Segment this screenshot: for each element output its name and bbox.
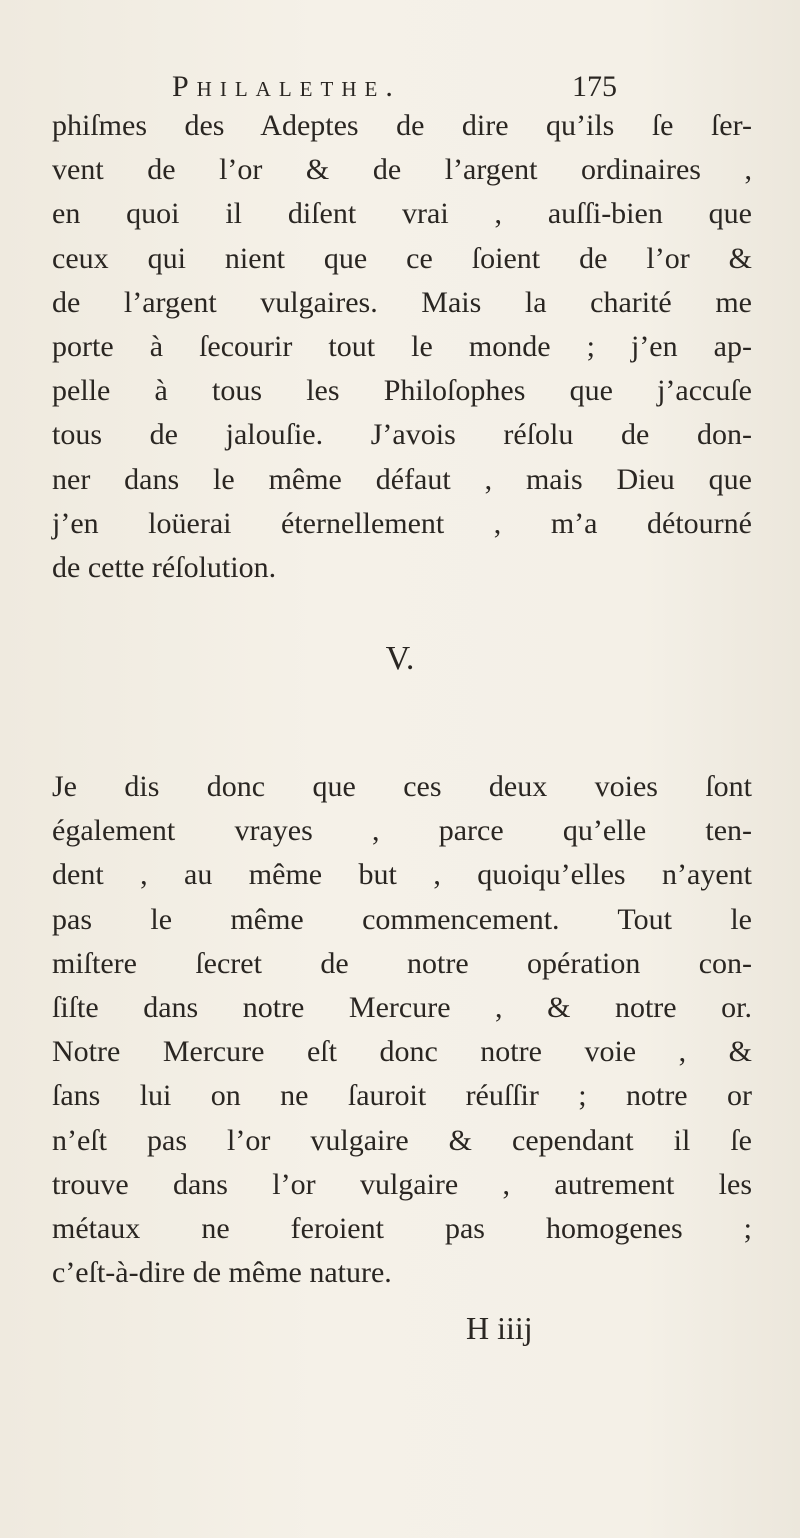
text-line: vent de l’or & de l’argent ordinaires , xyxy=(52,153,752,187)
text-line: phiſmes des Adeptes de dire qu’ils ſe ſer- xyxy=(52,109,752,142)
text-line: trouve dans l’or vulgaire , autrement les xyxy=(52,1167,752,1201)
text-line: miſtere ſecret de notre opération con- xyxy=(52,946,752,980)
running-title: Philalethe. xyxy=(172,70,401,103)
text-line: ner dans le même défaut , mais Dieu que xyxy=(52,462,752,496)
section-heading: V. xyxy=(385,640,415,677)
text-line: porte à ſecourir tout le monde ; j’en ap- xyxy=(52,329,752,363)
text-line: ceux qui nient que ce ſoient de l’or & xyxy=(52,241,752,275)
text-line: de cette réſolution. xyxy=(52,550,277,584)
text-line: ſiſte dans notre Mercure , & notre or. xyxy=(52,990,752,1024)
paragraph-2 xyxy=(52,765,752,1295)
text-line: dent , au même but , quoiqu’elles n’ayent xyxy=(52,858,752,892)
text-line: tous de jalouſie. J’avois réſolu de don- xyxy=(52,418,752,452)
text-line: Je dis donc que ces deux voies ſont xyxy=(52,770,752,803)
text-line: j’en loüerai éternellement , m’a détourné xyxy=(52,506,752,540)
paragraph-1 xyxy=(52,104,752,590)
text-line: pelle à tous les Philoſophes que j’accuſe xyxy=(52,374,752,408)
text-line: en quoi il diſent vrai , auſſi-bien que xyxy=(52,197,752,231)
text-line: métaux ne feroient pas homogenes ; xyxy=(52,1211,752,1245)
text-line: pas le même commencement. Tout le xyxy=(52,902,752,936)
text-line: de l’argent vulgaires. Mais la charité me xyxy=(52,285,752,319)
text-line: ſans lui on ne ſauroit réuſſir ; notre or xyxy=(52,1079,752,1113)
text-line: Notre Mercure eſt donc notre voie , & xyxy=(52,1035,752,1069)
page-number: 175 xyxy=(572,70,617,103)
text-line: c’eſt-à-dire de même nature. xyxy=(52,1256,392,1290)
text-line: également vrayes , parce qu’elle ten- xyxy=(52,814,752,848)
signature-mark: H iiij xyxy=(466,1310,533,1346)
text-line: n’eſt pas l’or vulgaire & cependant il ſe xyxy=(52,1123,752,1157)
